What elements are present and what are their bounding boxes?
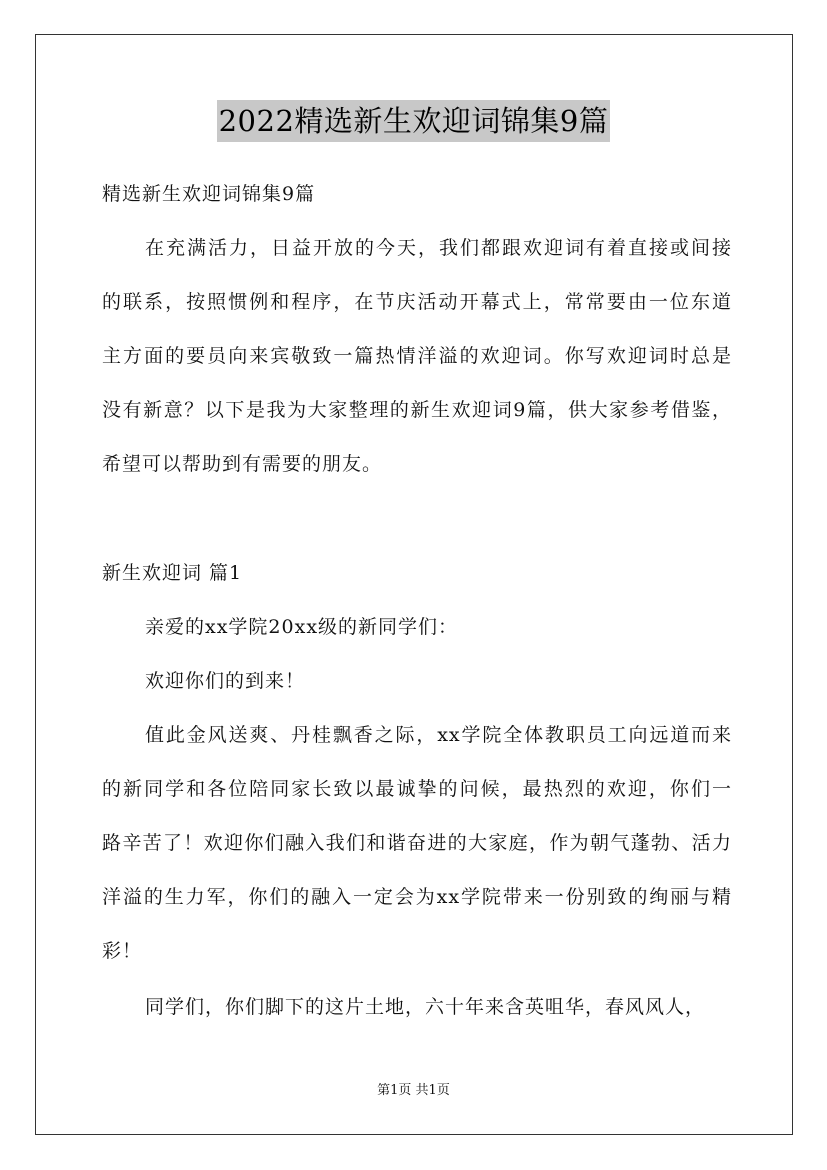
section-line: 同学们，你们脚下的这片土地，六十年来含英咀华，春风风人，: [145, 996, 706, 1018]
section-line: 值此金风送爽、丹桂飘香之际，xx学院全体教职员工向远道而来: [145, 724, 732, 746]
intro-line: 主方面的要员向来宾敬致一篇热情洋溢的欢迎词。你写欢迎词时总是: [102, 345, 732, 367]
intro-line: 没有新意？以下是我为大家整理的新生欢迎词9篇，供大家参考借鉴，: [102, 399, 732, 421]
intro-line: 在充满活力，日益开放的今天，我们都跟欢迎词有着直接或间接: [145, 237, 732, 259]
section-line: 欢迎你们的到来！: [145, 670, 306, 692]
intro-line: 的联系，按照惯例和程序，在节庆活动开幕式上，常常要由一位东道: [102, 291, 732, 313]
document-title: 2022精选新生欢迎词锦集9篇: [217, 100, 611, 142]
section-line: 洋溢的生力军，你们的融入一定会为xx学院带来一份别致的绚丽与精: [102, 886, 732, 908]
document-subtitle: 精选新生欢迎词锦集9篇: [102, 183, 316, 205]
page-footer: 第1页 共1页: [377, 1083, 450, 1098]
intro-line: 希望可以帮助到有需要的朋友。: [102, 453, 383, 475]
section-line: 亲爱的xx学院20xx级的新同学们：: [145, 616, 459, 638]
section-line: 彩！: [102, 940, 143, 962]
section-line: 的新同学和各位陪同家长致以最诚挚的问候，最热烈的欢迎，你们一: [102, 778, 732, 800]
section-heading: 新生欢迎词 篇1: [102, 562, 243, 584]
section-line: 路辛苦了！欢迎你们融入我们和谐奋进的大家庭，作为朝气蓬勃、活力: [102, 832, 732, 854]
